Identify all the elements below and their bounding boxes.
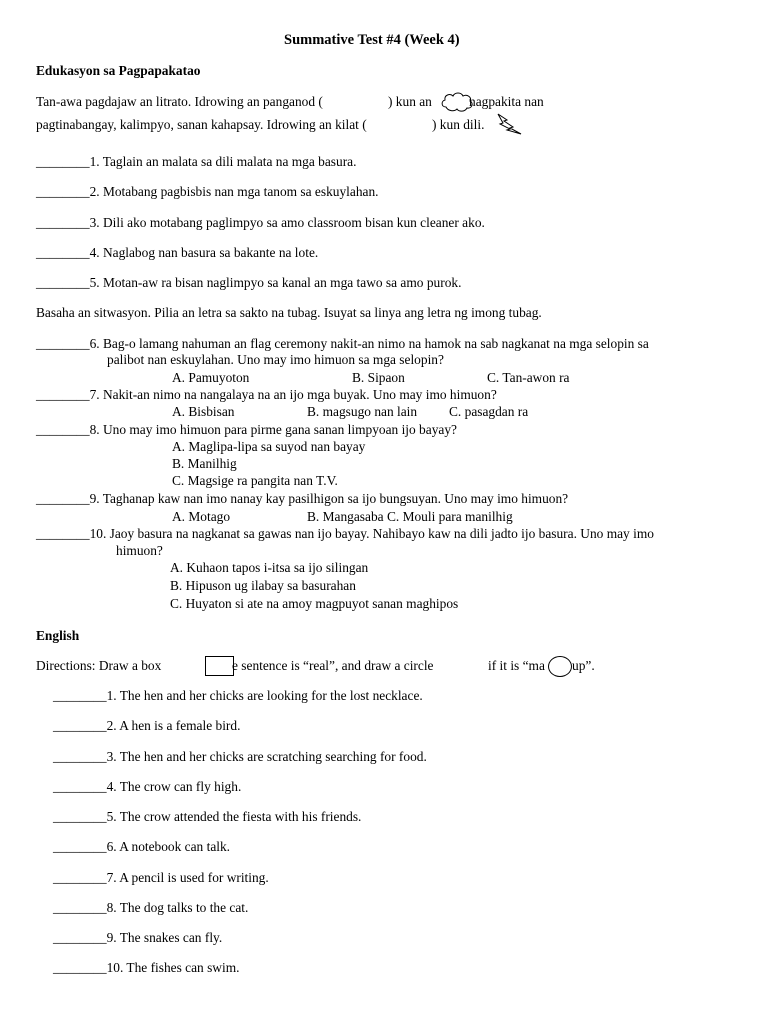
esp-item-1: ________1. Taglain an malata sa dili malata na mga basura. xyxy=(36,154,357,169)
english-item-2: ________2. A hen is a female bird. xyxy=(53,718,241,733)
q7-text: ________7. Nakit-an nimo na nangalaya na an ijo mga buyak. Uno may imo himuon? xyxy=(36,387,497,402)
instruction-line2-b: ) kun dili. xyxy=(432,117,485,132)
esp-item-4: ________4. Naglabog nan basura sa bakante na lote. xyxy=(36,245,319,260)
q9-option-a: A. Motago xyxy=(172,509,231,524)
instruction-line2-a: pagtinabangay, kalimpyo, sanan kahapsay. Idrowing an kilat ( xyxy=(36,117,367,132)
mc-instruction: Basaha an sitwasyon. Pilia an letra sa sakto na tubag. Isuyat sa linya ang letra ng imong tubag. xyxy=(36,305,542,320)
english-item-9: ________9. The snakes can fly. xyxy=(53,930,223,945)
q8-option-b: B. Manilhig xyxy=(172,456,237,471)
english-directions-c: if it is “ma xyxy=(488,658,545,673)
box-icon xyxy=(205,656,234,676)
q9-text: ________9. Taghanap kaw nan imo nanay kay pasilhigon sa ijo bungsuyan. Uno may imo himuon? xyxy=(36,491,569,506)
q6-option-a: A. Pamuyoton xyxy=(172,370,250,385)
section-heading-esp: Edukasyon sa Pagpapakatao xyxy=(36,63,201,78)
instruction-line1-b: ) kun an xyxy=(388,94,432,109)
q10-option-c: C. Huyaton si ate na amoy magpuyot sanan maghipos xyxy=(170,596,459,611)
q9-option-bc: B. Mangasaba C. Mouli para manilhig xyxy=(307,509,513,524)
english-item-1: ________1. The hen and her chicks are looking for the lost necklace. xyxy=(53,688,423,703)
english-item-8: ________8. The dog talks to the cat. xyxy=(53,900,249,915)
q10-text: ________10. Jaoy basura na nagkanat sa gawas nan ijo bayay. Nahibayo kaw na dili jadto ijo basura. Uno may imo xyxy=(36,526,654,541)
esp-item-3: ________3. Dili ako motabang paglimpyo sa amo classroom bisan kun cleaner ako. xyxy=(36,215,485,230)
circle-icon xyxy=(548,656,572,677)
q6-option-b: B. Sipaon xyxy=(352,370,405,385)
english-item-5: ________5. The crow attended the fiesta with his friends. xyxy=(53,809,362,824)
english-directions-b: e sentence is “real”, and draw a circle xyxy=(232,658,434,673)
q7-option-b: B. magsugo nan lain xyxy=(307,404,418,419)
esp-item-2: ________2. Motabang pagbisbis nan mga tanom sa eskuylahan. xyxy=(36,184,379,199)
q8-option-a: A. Maglipa-lipa sa suyod nan bayay xyxy=(172,439,366,454)
q8-option-c: C. Magsige ra pangita nan T.V. xyxy=(172,473,338,488)
english-item-6: ________6. A notebook can talk. xyxy=(53,839,231,854)
q6-option-c: C. Tan-awon ra xyxy=(487,370,570,385)
section-heading-english: English xyxy=(36,628,80,643)
esp-item-5: ________5. Motan-aw ra bisan naglimpyo sa kanal an mga tawo sa amo purok. xyxy=(36,275,462,290)
instruction-line1-a: Tan-awa pagdajaw an litrato. Idrowing an panganod ( xyxy=(36,94,323,109)
q10-text-cont: himuon? xyxy=(116,543,163,558)
page-title: Summative Test #4 (Week 4) xyxy=(284,32,460,48)
english-item-4: ________4. The crow can fly high. xyxy=(53,779,242,794)
q7-option-c: C. pasagdan ra xyxy=(449,404,529,419)
instruction-line1-c: nagpakita nan xyxy=(469,94,544,109)
english-item-10: ________10. The fishes can swim. xyxy=(53,960,240,975)
lightning-icon xyxy=(495,112,523,140)
q10-option-a: A. Kuhaon tapos i-itsa sa ijo silingan xyxy=(170,560,369,575)
english-directions-a: Directions: Draw a box xyxy=(36,658,162,673)
q7-option-a: A. Bisbisan xyxy=(172,404,235,419)
english-item-3: ________3. The hen and her chicks are scratching searching for food. xyxy=(53,749,427,764)
english-directions-d: up”. xyxy=(572,658,595,673)
q10-option-b: B. Hipuson ug ilabay sa basurahan xyxy=(170,578,356,593)
q6-text-cont: palibot nan eskuylahan. Uno may imo himuon sa mga selopin? xyxy=(107,352,444,367)
q8-text: ________8. Uno may imo himuon para pirme gana sanan limpyoan ijo bayay? xyxy=(36,422,457,437)
q6-text: ________6. Bag-o lamang nahuman an flag ceremony nakit-an nimo na hamok na sab nagkanat na mga selopin sa xyxy=(36,336,649,351)
english-item-7: ________7. A pencil is used for writing. xyxy=(53,870,269,885)
